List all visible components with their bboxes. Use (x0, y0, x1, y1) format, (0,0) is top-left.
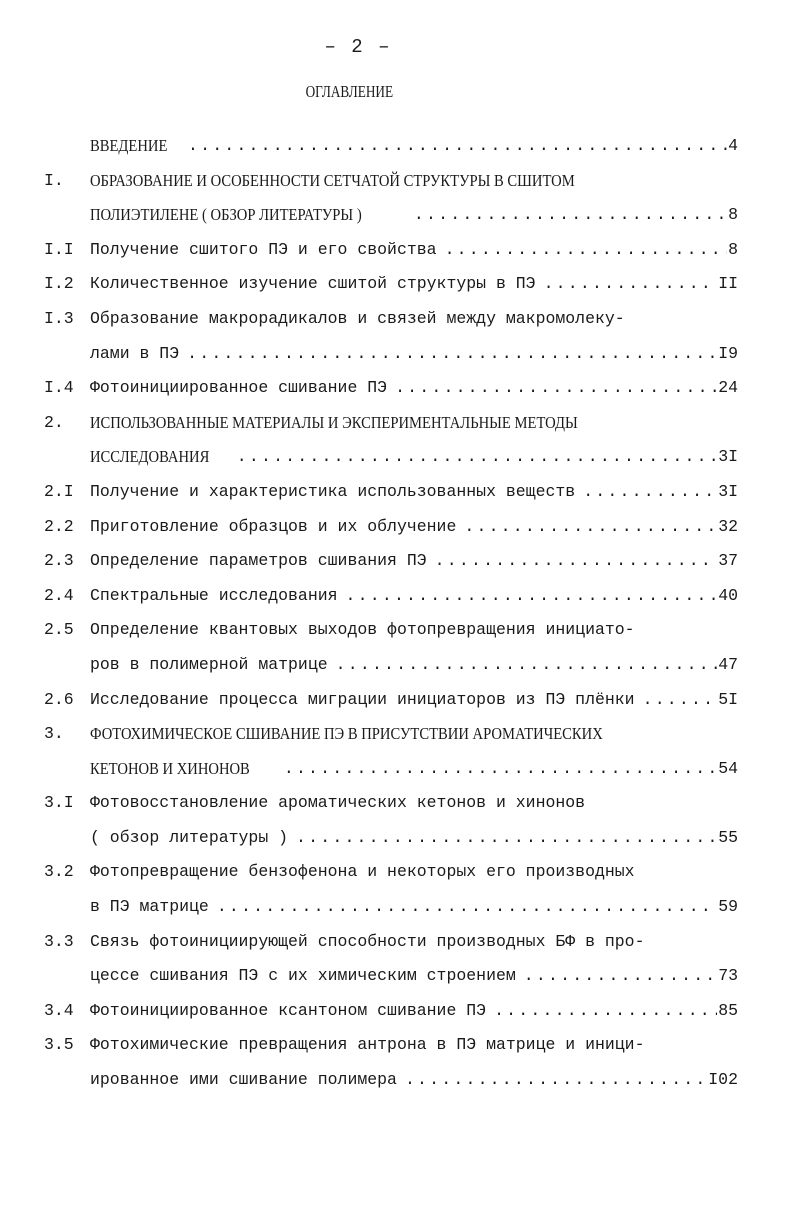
section-title: Фотопревращение бензофенона и некоторых его производных (90, 862, 635, 882)
page-reference: 73 (718, 966, 738, 986)
section-number: 3.I (44, 793, 74, 813)
section-title: Определение параметров сшивания ПЭ (90, 551, 427, 571)
dot-leader (296, 823, 717, 853)
section-title: ( обзор литературы ) (90, 827, 289, 847)
section-number: I.3 (44, 308, 74, 328)
section-number: 2.I (44, 481, 74, 501)
section-number: 3.4 (44, 1000, 74, 1020)
section-number: 3.2 (44, 862, 74, 882)
section-number: 2.3 (44, 551, 74, 571)
dot-leader (494, 996, 717, 1026)
section-number: I. (44, 170, 64, 190)
section-title: ИСПОЛЬЗОВАННЫЕ МАТЕРИАЛЫ И ЭКСПЕРИМЕНТАЛЬНЫЕ МЕТОДЫ (90, 412, 578, 432)
toc-entry-line (44, 166, 738, 201)
toc-entry-line (44, 996, 738, 1031)
page-reference: 54 (718, 758, 738, 778)
toc-title: ОГЛАВЛЕНИЕ (305, 82, 394, 101)
dot-leader (435, 546, 718, 576)
section-title: Связь фотоинициирующей способности производных БФ в про- (90, 931, 645, 951)
section-title: Фотоинициированное сшивание ПЭ (90, 378, 388, 398)
toc-entry-line (44, 650, 738, 685)
section-title: ПОЛИЭТИЛЕНЕ ( ОБЗОР ЛИТЕРАТУРЫ ) (90, 205, 362, 225)
toc-entry-line (44, 892, 738, 927)
page-reference: 32 (718, 516, 738, 536)
toc-entry-line (44, 373, 738, 408)
dot-leader (284, 754, 717, 784)
dot-leader (237, 442, 717, 472)
page-reference: 4 (728, 136, 738, 155)
section-title: ВВЕДЕНИЕ (90, 136, 168, 155)
section-title: Спектральные исследования (90, 585, 338, 605)
page-reference: I9 (718, 343, 738, 363)
section-number: 3. (44, 724, 64, 744)
toc-entry-line (44, 546, 738, 581)
dot-leader (544, 269, 718, 299)
section-title: в ПЭ матрице (90, 897, 209, 917)
toc-entry-line (44, 961, 738, 996)
toc-entry-line (44, 339, 738, 374)
page-reference: 47 (718, 654, 738, 674)
section-title: ОБРАЗОВАНИЕ И ОСОБЕННОСТИ СЕТЧАТОЙ СТРУКТУРЫ В СШИТОМ (90, 170, 575, 190)
toc-entry-line (44, 304, 738, 339)
toc-entry-line (44, 615, 738, 650)
dot-leader (583, 477, 717, 507)
page-number: – 2 – (324, 36, 392, 58)
section-title: Образование макрорадикалов и связей между макромолеку- (90, 308, 625, 328)
page-reference: 3I (718, 447, 738, 467)
dot-leader (445, 235, 728, 265)
page-reference: 55 (718, 827, 738, 847)
page-reference: 85 (718, 1000, 738, 1020)
page-reference: 59 (718, 897, 738, 917)
toc-entry-line (44, 131, 738, 166)
section-number: I.4 (44, 378, 74, 398)
section-title: ров в полимерной матрице (90, 654, 328, 674)
page-reference: I02 (708, 1070, 738, 1090)
toc-entry-line (44, 581, 738, 616)
section-number: I.I (44, 239, 74, 259)
dot-leader (217, 892, 717, 922)
section-title: Фотоинициированное ксантоном сшивание ПЭ (90, 1000, 487, 1020)
toc-entry-line (44, 477, 738, 512)
section-title: ИССЛЕДОВАНИЯ (90, 447, 210, 467)
section-title: Количественное изучение сшитой структуры в ПЭ (90, 274, 536, 294)
section-title: ФОТОХИМИЧЕСКОЕ СШИВАНИЕ ПЭ В ПРИСУТСТВИИ АРОМАТИЧЕСКИХ (90, 724, 603, 744)
page-reference: 40 (718, 585, 738, 605)
toc-entry-line (44, 1030, 738, 1065)
section-number: 2.4 (44, 585, 74, 605)
toc-entry-line (44, 719, 738, 754)
section-title: Приготовление образцов и их облучение (90, 516, 457, 536)
dot-leader (346, 581, 718, 611)
toc-entry-line (44, 685, 738, 720)
section-title: Фотохимические превращения антрона в ПЭ матрице и иници- (90, 1035, 645, 1055)
toc-entry-line (44, 235, 738, 270)
toc-entry-line (44, 1065, 738, 1100)
toc-entry-line (44, 927, 738, 962)
toc-entry-line (44, 754, 738, 789)
dot-leader (336, 650, 718, 680)
section-title: Определение квантовых выходов фотопревращения инициато- (90, 620, 635, 640)
section-title: Получение и характеристика использованных веществ (90, 481, 576, 501)
section-title: лами в ПЭ (90, 343, 180, 363)
toc-entry-line (44, 823, 738, 858)
toc-entry-line (44, 269, 738, 304)
toc-entry-line (44, 408, 738, 443)
section-title: Исследование процесса миграции инициаторов из ПЭ плёнки (90, 689, 635, 709)
dot-leader (405, 1065, 707, 1095)
section-title: КЕТОНОВ И ХИНОНОВ (90, 758, 250, 778)
dot-leader (414, 200, 727, 230)
toc-entry-line (44, 512, 738, 547)
section-number: 2.2 (44, 516, 74, 536)
section-number: 3.5 (44, 1035, 74, 1055)
section-number: I.2 (44, 274, 74, 294)
toc-entry-line (44, 857, 738, 892)
table-of-contents (44, 131, 738, 1100)
section-title: Получение сшитого ПЭ и его свойства (90, 239, 437, 259)
page-reference: 8 (728, 239, 738, 259)
dot-leader (643, 685, 718, 715)
page-reference: 3I (718, 481, 738, 501)
section-number: 2. (44, 412, 64, 432)
section-number: 2.5 (44, 620, 74, 640)
section-title: цессе сшивания ПЭ с их химическим строением (90, 966, 516, 986)
dot-leader (395, 373, 717, 403)
section-title: Фотовосстановление ароматических кетонов и хинонов (90, 793, 586, 813)
dot-leader (464, 512, 717, 542)
page-reference: 24 (718, 378, 738, 398)
section-number: 3.3 (44, 931, 74, 951)
page-reference: 37 (718, 551, 738, 571)
toc-entry-line (44, 788, 738, 823)
section-title: ированное ими сшивание полимера (90, 1070, 397, 1090)
dot-leader (187, 339, 717, 369)
dot-leader (188, 131, 727, 161)
page-reference: 5I (718, 689, 738, 709)
toc-entry-line (44, 442, 738, 477)
toc-entry-line (44, 200, 738, 235)
dot-leader (524, 961, 717, 991)
section-number: 2.6 (44, 689, 74, 709)
page-reference: II (718, 274, 738, 294)
page-reference: 8 (728, 205, 738, 225)
